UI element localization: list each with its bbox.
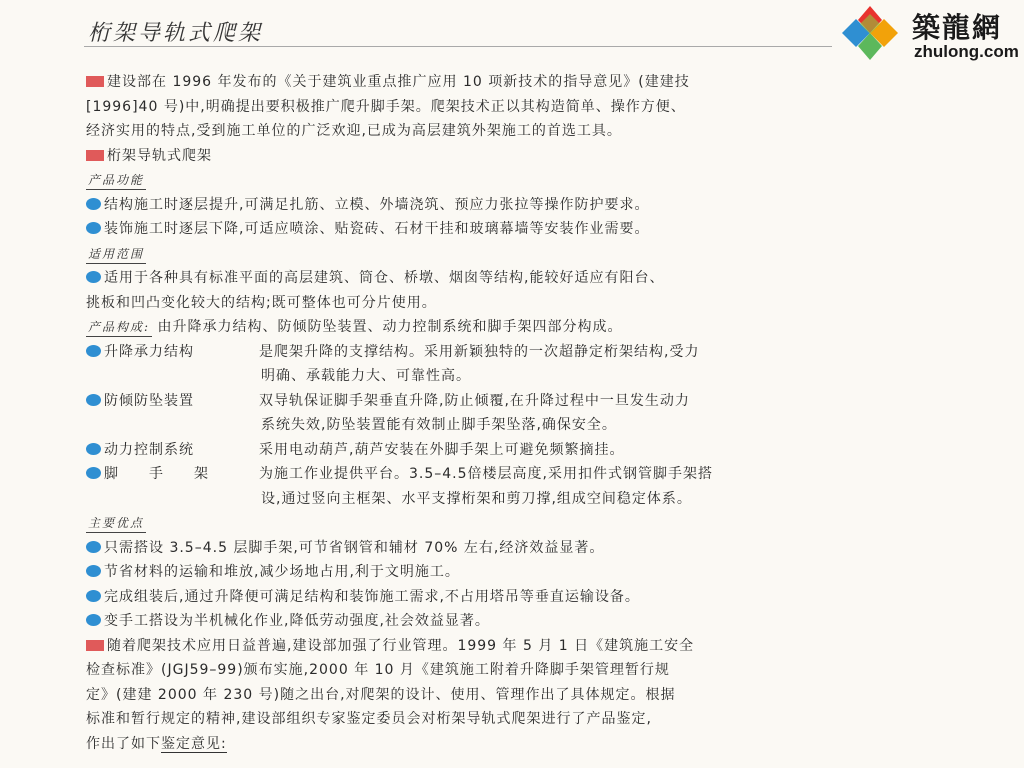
list-item: 装饰施工时逐层下降,可适应喷涂、贴瓷砖、石材干挂和玻璃幕墙等安装作业需要。	[86, 217, 956, 242]
section-heading: 桁架导轨式爬架	[86, 144, 956, 169]
list-item: 变手工搭设为半机械化作业,降低劳动强度,社会效益显著。	[86, 609, 956, 634]
logo-chinese-text: 築龍網	[912, 11, 1003, 44]
blue-bullet-icon	[86, 198, 101, 210]
blue-bullet-icon	[86, 271, 101, 283]
blue-bullet-icon	[86, 614, 101, 626]
list-item: 节省材料的运输和堆放,减少场地占用,利于文明施工。	[86, 560, 956, 585]
blue-bullet-icon	[86, 394, 101, 406]
function-heading: 产品功能	[86, 168, 956, 193]
composition-item-continued: 设,通过竖向主框架、水平支撑桁架和剪刀撑,组成空间稳定体系。	[261, 490, 692, 507]
blue-bullet-icon	[86, 443, 101, 455]
document-body	[86, 70, 956, 756]
blue-bullet-icon	[86, 222, 101, 234]
logo-mark-icon	[834, 2, 906, 64]
blue-bullet-icon	[86, 565, 101, 577]
composition-item-continued: 系统失效,防坠装置能有效制止脚手架坠落,确保安全。	[261, 417, 617, 433]
scope-heading: 适用范围	[86, 242, 956, 267]
red-square-icon	[86, 640, 104, 651]
composition-item: 脚 手 架 为施工作业提供平台。3.5–4.5倍楼层高度,采用扣件式钢管脚手架搭	[86, 462, 956, 487]
page-title: 桁架导轨式爬架	[88, 21, 264, 46]
intro-line: [1996]40 号)中,明确提出要积极推广爬升脚手架。爬架技术正以其构造简单、操作方便、	[86, 98, 686, 115]
list-item: 结构施工时逐层提升,可满足扎筋、立模、外墙浇筑、预应力张拉等操作防护要求。	[86, 193, 956, 218]
list-item: 完成组装后,通过升降便可满足结构和装饰施工需求,不占用塔吊等垂直运输设备。	[86, 585, 956, 610]
composition-item: 防倾防坠装置 双导轨保证脚手架垂直升降,防止倾覆,在升降过程中一旦发生动力	[86, 389, 956, 414]
appraisal-opinion-label: 鉴定意见:	[161, 735, 227, 752]
list-item: 只需搭设 3.5–4.5 层脚手架,可节省钢管和辅材 70% 左右,经济效益显著。	[86, 536, 956, 561]
site-logo[interactable]	[834, 2, 1024, 64]
list-item: 适用于各种具有标准平面的高层建筑、筒仓、桥墩、烟囱等结构,能较好适应有阳台、	[86, 266, 956, 291]
blue-bullet-icon	[86, 345, 101, 357]
intro-line: 经济实用的特点,受到施工单位的广泛欢迎,已成为高层建筑外架施工的首选工具。	[86, 123, 622, 139]
composition-item-continued: 明确、承载能力大、可靠性高。	[261, 368, 471, 384]
blue-bullet-icon	[86, 541, 101, 553]
advantages-heading: 主要优点	[86, 511, 956, 536]
red-square-icon	[86, 76, 104, 87]
composition-heading: 产品构成: 由升降承力结构、防倾防坠装置、动力控制系统和脚手架四部分构成。	[88, 319, 623, 335]
closing-line: 定》(建建 2000 年 230 号)随之出台,对爬架的设计、使用、管理作出了具体规定。根据	[86, 686, 676, 703]
list-item-continued: 挑板和凹凸变化较大的结构;既可整体也可分片使用。	[86, 294, 437, 311]
composition-item: 动力控制系统 采用电动葫芦,葫芦安装在外脚手架上可避免频繁摘挂。	[86, 438, 956, 463]
red-square-icon	[86, 150, 104, 161]
blue-bullet-icon	[86, 467, 101, 479]
closing-line: 检查标准》(JGJ59–99)颁布实施,2000 年 10 月《建筑施工附着升降脚手架管理暂行规	[86, 662, 670, 678]
title-divider	[84, 46, 832, 47]
blue-bullet-icon	[86, 590, 101, 602]
composition-item: 升降承力结构 是爬架升降的支撑结构。采用新颖独特的一次超静定桁架结构,受力	[86, 340, 956, 365]
logo-domain-text: zhulong.com	[914, 42, 1019, 61]
closing-line: 标准和暂行规定的精神,建设部组织专家鉴定委员会对桁架导轨式爬架进行了产品鉴定,	[86, 711, 652, 727]
closing-line: 随着爬架技术应用日益普遍,建设部加强了行业管理。1999 年 5 月 1 日《建筑施工安全	[86, 634, 956, 659]
closing-line: 作出了如下鉴定意见:	[86, 735, 227, 752]
intro-line: 建设部在 1996 年发布的《关于建筑业重点推广应用 10 项新技术的指导意见》(建建技	[86, 70, 956, 95]
